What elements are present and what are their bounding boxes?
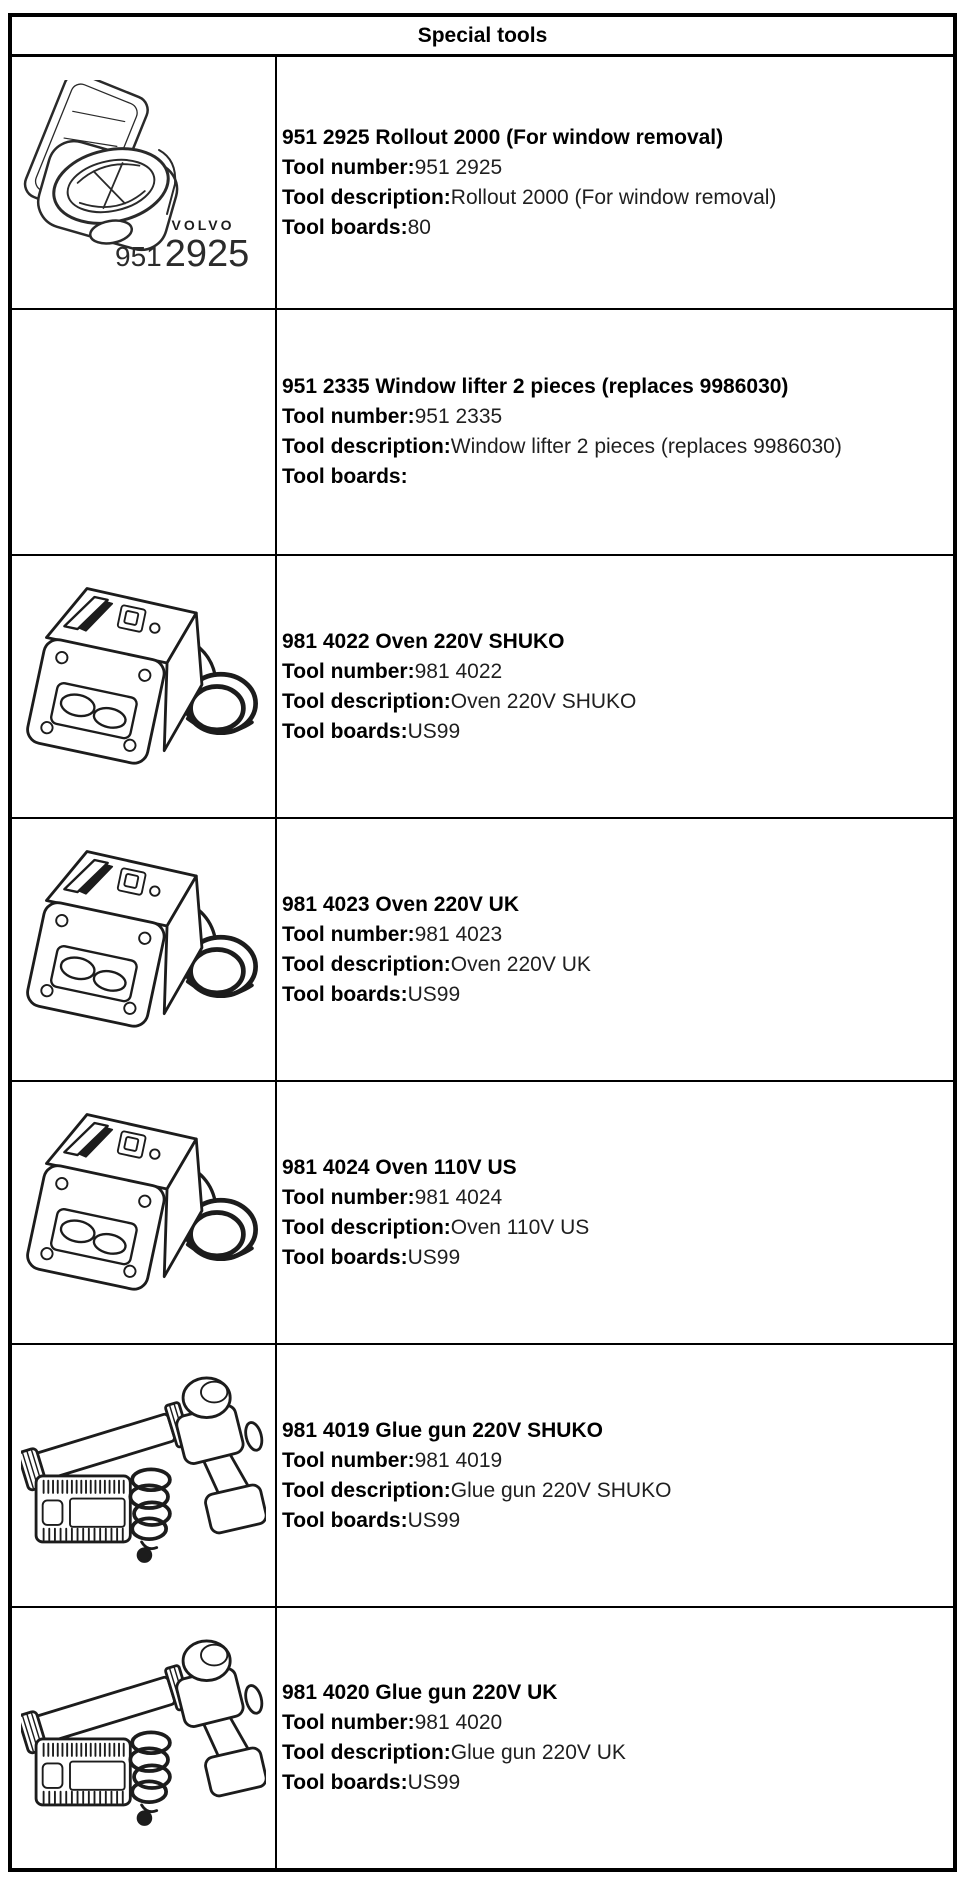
tool-image-cell — [12, 819, 277, 1080]
tool-title: 951 2335 Window lifter 2 pieces (replaces 9986030) — [282, 375, 789, 398]
tool-boards-line — [282, 462, 949, 492]
tool-number-label: Tool number: — [282, 922, 415, 946]
volvo-logo-text: VOLVO — [171, 217, 234, 233]
oven-illustration — [21, 581, 266, 793]
tool-title: 981 4024 Oven 110V US — [282, 1155, 517, 1179]
tool-boards-label: Tool boards: — [282, 1245, 408, 1269]
tool-description-line — [282, 183, 949, 213]
tool-number-line — [282, 153, 949, 183]
tool-boards-label: Tool boards: — [282, 719, 408, 743]
tool-number-line — [282, 1708, 949, 1738]
tool-image-cell — [12, 1608, 277, 1868]
tool-boards-line — [282, 717, 949, 747]
tool-description-value: Oven 220V SHUKO — [450, 689, 637, 713]
table-row — [12, 819, 953, 1082]
special-tools-table — [8, 13, 957, 1872]
glue-gun-illustration — [21, 1374, 266, 1577]
table-row — [12, 1082, 953, 1345]
tool-number-value: 981 4022 — [414, 659, 503, 683]
tool-description-value: Glue gun 220V SHUKO — [450, 1478, 672, 1502]
tool-number-value: 981 4024 — [414, 1185, 503, 1209]
rollout-tool-illustration — [19, 80, 269, 285]
tool-image-cell — [12, 1082, 277, 1343]
tool-title: 981 4023 Oven 220V UK — [282, 892, 519, 916]
tool-title: 981 4020 Glue gun 220V UK — [282, 1681, 558, 1704]
tool-boards-value: US99 — [407, 1771, 461, 1794]
tool-description-label: Tool description: — [282, 1215, 451, 1239]
glue-gun-illustration — [21, 1637, 266, 1840]
tool-boards-label: Tool boards: — [282, 1771, 408, 1794]
tool-description-label: Tool description: — [282, 952, 451, 976]
tool-number-line — [282, 1183, 949, 1213]
tool-boards-line — [282, 213, 949, 243]
tool-image-cell — [12, 556, 277, 817]
tool-boards-line — [282, 1243, 949, 1273]
tool-boards-value: US99 — [407, 719, 461, 743]
tool-boards-label: Tool boards: — [282, 982, 408, 1006]
tool-boards-line — [282, 980, 949, 1010]
tool-description-line — [282, 687, 949, 717]
tool-title: 981 4019 Glue gun 220V SHUKO — [282, 1418, 603, 1442]
tool-boards-label: Tool boards: — [282, 465, 408, 488]
tool-description-line — [282, 1738, 949, 1768]
tool-boards-value: 80 — [407, 215, 431, 239]
tool-info-cell — [277, 556, 953, 817]
tool-description-value: Glue gun 220V UK — [450, 1741, 626, 1764]
tool-number-label: Tool number: — [282, 155, 415, 179]
tool-info-cell — [277, 1345, 953, 1606]
tool-boards-value: US99 — [407, 1245, 461, 1269]
tool-info-cell — [277, 310, 953, 554]
table-title: Special tools — [417, 23, 548, 47]
tool-description-line — [282, 432, 949, 462]
table-header — [12, 17, 953, 57]
table-row — [12, 556, 953, 819]
tool-description-label: Tool description: — [282, 1478, 451, 1502]
tool-image-cell — [12, 310, 277, 554]
tool-info-cell — [277, 819, 953, 1080]
tool-description-line — [282, 950, 949, 980]
tool-number-line — [282, 1446, 949, 1476]
tool-boards-label: Tool boards: — [282, 215, 408, 239]
tool-number-value: 981 4023 — [414, 922, 503, 946]
tool-title: 951 2925 Rollout 2000 (For window removal) — [282, 125, 724, 149]
table-row — [12, 1608, 953, 1868]
tool-number-value: 981 4019 — [414, 1448, 503, 1472]
tool-description-line — [282, 1476, 949, 1506]
tool-number-value: 951 2335 — [414, 405, 503, 428]
table-row — [12, 57, 953, 310]
tool-number-label: Tool number: — [282, 1711, 415, 1734]
table-row — [12, 1345, 953, 1608]
tool-number-label: Tool number: — [282, 1448, 415, 1472]
tool-image-cell — [12, 57, 277, 308]
tool-number-art-text: 9512925 — [114, 233, 249, 275]
tool-image-cell — [12, 1345, 277, 1606]
tool-number-line — [282, 402, 949, 432]
tool-description-label: Tool description: — [282, 1741, 451, 1764]
tool-description-label: Tool description: — [282, 435, 451, 458]
table-row — [12, 310, 953, 556]
tool-number-label: Tool number: — [282, 659, 415, 683]
tool-description-value: Rollout 2000 (For window removal) — [450, 185, 777, 209]
tool-description-label: Tool description: — [282, 185, 451, 209]
tool-info-cell — [277, 1082, 953, 1343]
tool-number-line — [282, 657, 949, 687]
tool-description-value: Oven 110V US — [450, 1215, 590, 1239]
tool-number-value: 951 2925 — [414, 155, 503, 179]
tool-number-label: Tool number: — [282, 1185, 415, 1209]
tool-description-line — [282, 1213, 949, 1243]
oven-illustration — [21, 844, 266, 1056]
tool-number-line — [282, 920, 949, 950]
tool-number-label: Tool number: — [282, 405, 415, 428]
tool-description-value: Window lifter 2 pieces (replaces 9986030) — [450, 435, 842, 458]
tool-title: 981 4022 Oven 220V SHUKO — [282, 629, 565, 653]
tool-number-value: 981 4020 — [414, 1711, 503, 1734]
tool-description-value: Oven 220V UK — [450, 952, 591, 976]
tool-boards-line — [282, 1768, 949, 1798]
tool-boards-value: US99 — [407, 1508, 461, 1532]
oven-illustration — [21, 1107, 266, 1319]
tool-boards-line — [282, 1506, 949, 1536]
tool-boards-value: US99 — [407, 982, 461, 1006]
tool-boards-label: Tool boards: — [282, 1508, 408, 1532]
tool-description-label: Tool description: — [282, 689, 451, 713]
tool-info-cell — [277, 57, 953, 308]
tool-info-cell — [277, 1608, 953, 1868]
